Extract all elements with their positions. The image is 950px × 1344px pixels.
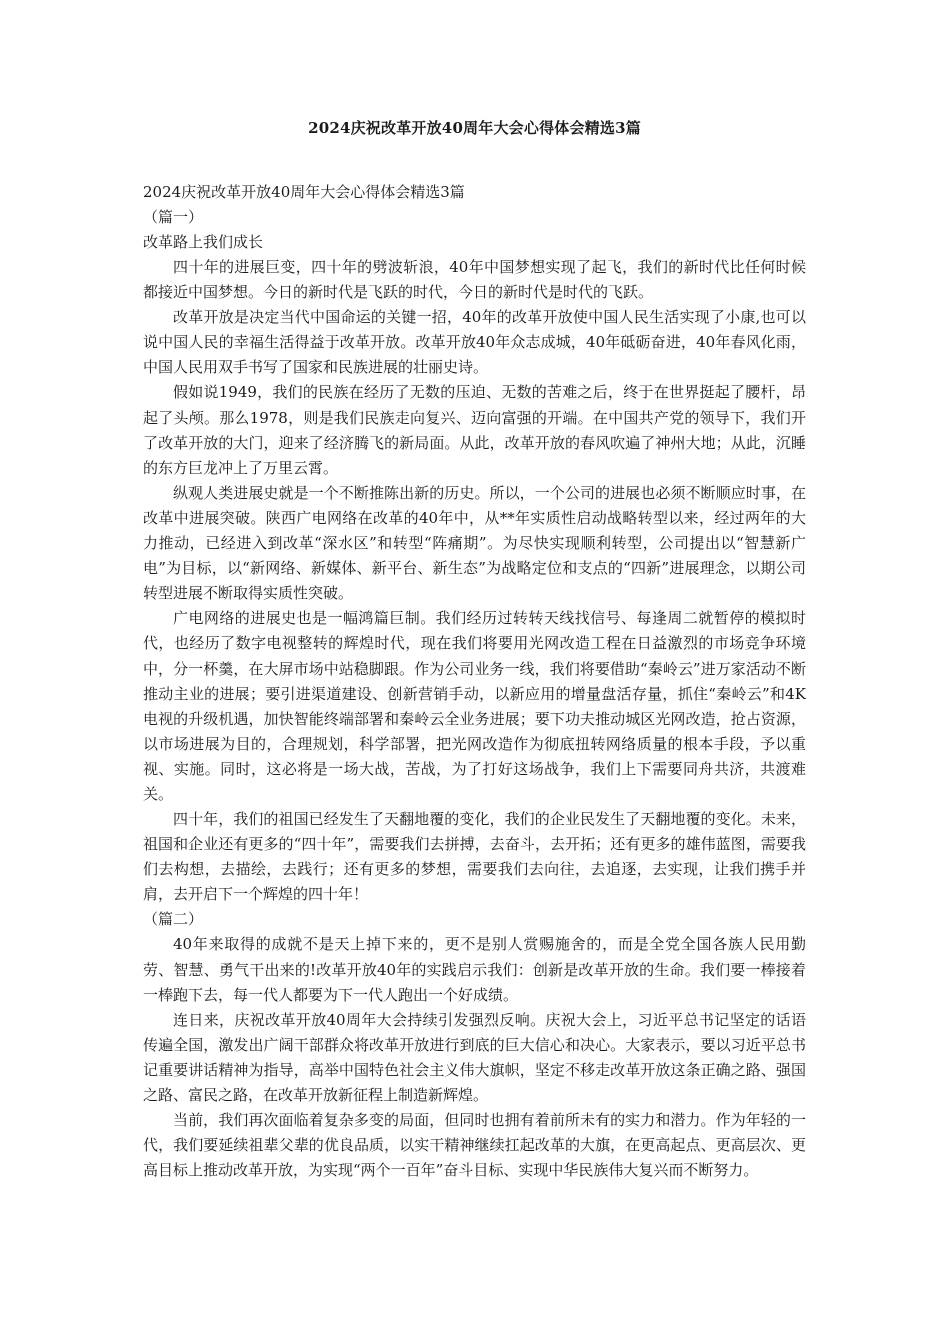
part2-label: （篇二）	[143, 910, 204, 929]
part1-label: （篇一）	[143, 208, 204, 226]
part1-heading: 改革路上我们成长	[143, 233, 264, 251]
part2-paragraph: 40年来取得的成就不是天上掉下来的，更不是别人赏赐施舍的，而是全党全国各族人民用勤劳、智慧、勇气干出来的!改革开放40年的实践启示我们：创新是改革开放的生命。我们要一棒接着一棒跑下去，每一代人都要为下一代人跑出一个好成绩。	[143, 935, 806, 1004]
part1-paragraph: 广电网络的进展史也是一幅鸿篇巨制。我们经历过转转天线找信号、每逢周二就暂停的模拟时代，也经历了数字电视整转的辉煌时代，现在我们将要用光网改造工程在日益激烈的市场竞争环境中，分一杯羹，在大屏市场中站稳脚跟。作为公司业务一线，我们将要借助“秦岭云”进万家活动不断推动主业的进展；要引进渠道建设、创新营销手动，以新应用的增量盘活存量，抓住“秦岭云”和4K电视的升级机遇，加快智能终端部署和秦岭云全业务进展；要下功夫推动城区光网改造，抢占资源，以市场进展为目的，合理规划，科学部署，把光网改造作为彻底扭转网络质量的根本手段，予以重视、实施。同时，这必将是一场大战，苦战，为了打好这场战争，我们上下需要同舟共济，共渡难关。	[143, 609, 806, 803]
part1-paragraph: 改革开放是决定当代中国命运的关键一招，40年的改革开放使中国人民生活实现了小康,也可以说中国人民的幸福生活得益于改革开放。改革开放40年众志成城，40年砥砺奋进，40年春风化雨，中国人民用双手书写了国家和民族进展的壮丽史诗。	[143, 308, 806, 377]
document-subtitle: 2024庆祝改革开放40周年大会心得体会精选3篇	[143, 183, 465, 201]
part2-paragraph: 当前，我们再次面临着复杂多变的局面，但同时也拥有着前所未有的实力和潜力。作为年轻的一代，我们要延续祖辈父辈的优良品质，以实干精神继续扛起改革的大旗，在更高起点、更高层次、更高目标上推动改革开放，为实现“两个一百年”奋斗目标、实现中华民族伟大复兴而不断努力。	[143, 1111, 806, 1180]
document-title: 2024庆祝改革开放40周年大会心得体会精选3篇	[308, 119, 641, 137]
part1-paragraph: 纵观人类进展史就是一个不断推陈出新的历史。所以，一个公司的进展也必须不断顺应时事，在改革中进展突破。陕西广电网络在改革的40年中，从**年实质性启动战略转型以来，经过两年的大力推动，已经进入到改革“深水区”和转型“阵痛期”。为尽快实现顺利转型，公司提出以“智慧新广电”为目标，以“新网络、新媒体、新平台、新生态”为战略定位和支点的“四新”进展理念，以期公司转型进展不断取得实质性突破。	[143, 483, 806, 603]
part1-paragraph: 四十年的进展巨变，四十年的劈波斩浪，40年中国梦想实现了起飞，我们的新时代比任何时候都接近中国梦想。今日的新时代是飞跃的时代，今日的新时代是时代的飞跃。	[143, 258, 806, 302]
part1-paragraph: 假如说1949，我们的民族在经历了无数的压迫、无数的苦难之后，终于在世界挺起了腰杆，昂起了头颅。那么1978，则是我们民族走向复兴、迈向富强的开端。在中国共产党的领导下，我们开了改革开放的大门，迎来了经济腾飞的新局面。从此，改革开放的春风吹遍了神州大地；从此，沉睡的东方巨龙冲上了万里云霄。	[143, 383, 806, 477]
part2-paragraph: 连日来，庆祝改革开放40周年大会持续引发强烈反响。庆祝大会上，习近平总书记坚定的话语传遍全国，激发出广阔干部群众将改革开放进行到底的巨大信心和决心。大家表示，要以习近平总书记重要讲话精神为指导，高举中国特色社会主义伟大旗帜，坚定不移走改革开放这条正确之路、强国之路、富民之路，在改革开放新征程上制造新辉煌。	[143, 1010, 806, 1104]
document-page	[143, 118, 806, 1183]
part1-paragraph: 四十年，我们的祖国已经发生了天翻地覆的变化，我们的企业民发生了天翻地覆的变化。未来，祖国和企业还有更多的“四十年”，需要我们去拼搏，去奋斗，去开拓；还有更多的雄伟蓝图，需要我们去构想，去描绘，去践行；还有更多的梦想，需要我们去向往，去追逐，去实现，让我们携手并肩，去开启下一个辉煌的四十年！	[143, 810, 806, 904]
